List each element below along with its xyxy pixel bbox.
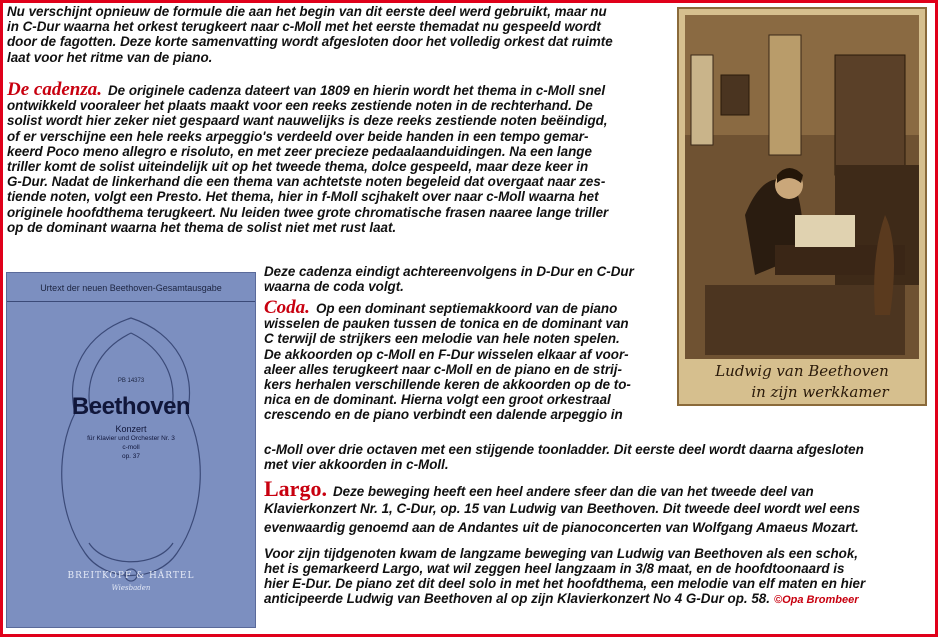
caption-line: in zijn werkkamer <box>751 383 889 401</box>
coda-line: wisselen de pauken tussen de tonica en de dominant van <box>264 316 629 332</box>
cover-catalog-number: PB 14373 <box>117 378 145 384</box>
coda-line: crescendo en de piano verbindt een dalende arpeggio in <box>264 407 623 423</box>
intro-line: Nu verschijnt opnieuw de formule die aan het begin van dit eerste deel werd gebruikt, maar nu <box>7 4 607 19</box>
coda-line: met vier akkoorden in c-Moll. <box>264 457 449 473</box>
beethoven-painting <box>677 7 927 406</box>
cadenza-line: of er verschijne een hele reeks arpeggio's verdeeld over beide handen in een tempo gemar- <box>7 128 589 144</box>
coda-line: aleer alles terugkeert naar c-Moll en de piano en de strij- <box>264 361 622 377</box>
painting-illustration <box>685 15 919 359</box>
cadenza-heading: De cadenza. <box>7 79 102 100</box>
cover-subtitle-block <box>7 425 255 461</box>
painting-caption <box>679 361 925 403</box>
cadenza-end-line: Deze cadenza eindigt achtereenvolgens in D-Dur en C-Dur <box>264 264 634 279</box>
coda-line: c-Moll over drie octaven met een stijgende toonladder. Dit eerste deel wordt daarna afgesloten <box>264 442 864 457</box>
cadenza-line: keerd Poco meno allegro e risoluto, en met zeer precieze pedaalaanduidingen. Na een lange <box>7 143 592 159</box>
cadenza-line: triller komt de solist uiteindelijk uit op het tweede thema, dolce gespeeld, maar deze keer in <box>7 159 589 175</box>
coda-section <box>264 297 674 423</box>
coda-line: kers herhalen verschillende keren de akkoorden op de to- <box>264 377 631 393</box>
cadenza-line: originele hoofdthema terugkeert. Nu leiden twee grote chromatische frasen naaree lange triller <box>7 204 609 220</box>
score-cover <box>6 272 256 628</box>
largo-para2-line: anticipeerde Ludwig van Beethoven al op zijn Klavierkonzert No 4 G-Dur op. 58. <box>264 591 770 607</box>
cadenza-section <box>7 79 679 235</box>
cover-city: Wiesbaden <box>111 584 151 592</box>
largo-para2-line: Voor zijn tijdgenoten kwam de langzame beweging van Ludwig van Beethoven als een schok, <box>264 545 859 561</box>
cover-subtitle: für Klavier und Orchester Nr. 3 <box>87 435 175 442</box>
cover-key: c-moll <box>122 444 140 451</box>
cadenza-line: ontwikkeld vooraleer het plaats maakt voor een reeks zestiende noten in de rechterhand. De <box>7 98 593 114</box>
cover-series: Urtext der neuen Beethoven-Gesamtausgabe <box>40 283 222 293</box>
painting-scene <box>685 15 919 359</box>
largo-line: evenwaardig genoemd aan de Andantes uit de pianoconcerten van Wolfgang Amaeus Mozart. <box>264 520 859 536</box>
cover-composer: Beethoven <box>71 393 191 420</box>
cadenza-line: solist wordt hier zeker niet gespaard want nauwelijks is deze reeks zestiende noten beëindigd, <box>7 113 608 129</box>
largo-heading: Largo. <box>264 476 327 501</box>
cover-opus: op. 37 <box>121 453 141 460</box>
coda-tail <box>264 442 932 472</box>
largo-para2-line: hier E-Dur. De piano zet dit deel solo in met het hoofdthema, een melodie van elf maten en hier <box>264 576 866 592</box>
cover-title: Konzert <box>115 424 147 434</box>
signature: ©Opa Brombeer <box>773 594 859 607</box>
intro-paragraph <box>7 4 679 65</box>
cadenza-end-line: waarna de coda volgt. <box>264 279 404 295</box>
largo-line: Klavierkonzert Nr. 1, C-Dur, op. 15 van Ludwig van Beethoven. Dit tweede deel wordt wel eens <box>264 501 861 517</box>
largo-section <box>264 476 932 608</box>
intro-line: door de fagotten. Deze korte samenvatting wordt afgesloten door het volledig orkest dat ruimte <box>7 34 613 50</box>
largo-first-line: Deze beweging heeft een heel andere sfeer dan die van het tweede deel van <box>332 484 814 499</box>
intro-line: laat voor het ritme van de piano. <box>7 49 213 65</box>
cover-rule <box>7 301 255 302</box>
coda-line: De akkoorden op c-Moll en F-Dur wisselen elkaar af voor- <box>264 346 629 362</box>
caption-line: Ludwig van Beethoven <box>715 362 889 380</box>
cadenza-line: G-Dur. Nadat de linkerhand die een thema van achtetste noten begeleid dat overgaat naar zes- <box>7 174 606 190</box>
cadenza-line: op de dominant waarna het thema de solist niet met rust laat. <box>7 219 397 235</box>
coda-line: nica en de dominant. Hierna volgt een groot orkestraal <box>264 392 611 408</box>
cadenza-first-line: De originele cadenza dateert van 1809 en hierin wordt het thema in c-Moll snel <box>107 83 606 98</box>
cadenza-ending <box>264 264 674 294</box>
largo-para2-line: het is gemarkeerd Largo, wat wil zeggen heel langzaam in 3/8 maat, en de hoofdtoonaard is <box>264 560 845 576</box>
coda-first-line: Op een dominant septiemakkoord van de piano <box>315 301 618 316</box>
cover-publisher: BREITKOPF & HÄRTEL <box>67 571 195 581</box>
coda-heading: Coda. <box>264 297 310 318</box>
cadenza-line: tiende noten, volgt een Presto. Het thema, hier in f-Moll scjhakelt over naar c-Moll waarna het <box>7 189 599 205</box>
intro-line: in C-Dur waarna het orkest terugkeert naar c-Moll met het eerste themadat nu gespeeld wordt <box>7 19 601 35</box>
coda-line: C terwijl de strijkers een melodie van hele noten spelen. <box>264 331 620 347</box>
